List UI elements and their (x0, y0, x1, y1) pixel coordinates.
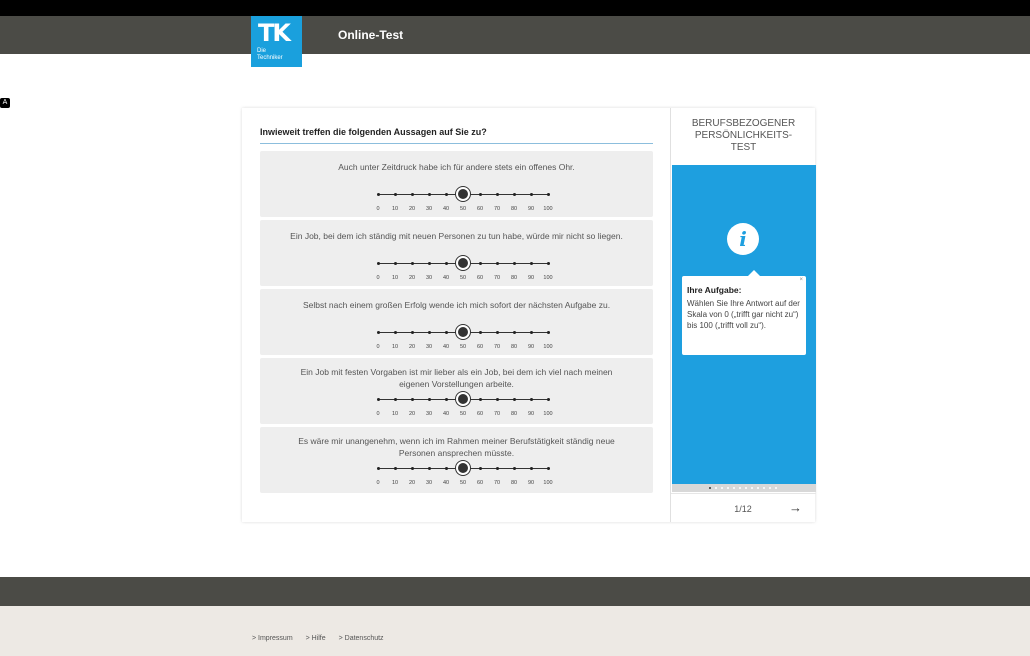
page-dot[interactable] (733, 487, 735, 489)
slider-step-dot[interactable] (547, 467, 550, 470)
question-title: Inwieweit treffen die folgenden Aussagen auf Sie zu? (260, 127, 487, 137)
test-card (242, 108, 815, 522)
statement-item (260, 289, 653, 355)
slider-step-dot[interactable] (530, 467, 533, 470)
slider-step-dot[interactable] (479, 331, 482, 334)
page-dot[interactable] (739, 487, 741, 489)
slider-tick-label: 10 (391, 206, 399, 212)
slider-step-dot[interactable] (513, 331, 516, 334)
slider-step-dot[interactable] (513, 467, 516, 470)
slider-step-dot[interactable] (513, 398, 516, 401)
slider-tick-label: 50 (459, 206, 467, 212)
slider-tick-label: 30 (425, 206, 433, 212)
slider-step-dot[interactable] (445, 467, 448, 470)
slider-handle[interactable] (456, 461, 470, 475)
tk-logo[interactable] (251, 16, 302, 67)
slider-tick-label: 60 (476, 411, 484, 417)
slider-step-dot[interactable] (428, 193, 431, 196)
slider-step-dot[interactable] (377, 262, 380, 265)
slider-tick-label: 90 (527, 344, 535, 350)
slider-tick-label: 60 (476, 275, 484, 281)
slider-handle[interactable] (456, 325, 470, 339)
side-badge[interactable]: A (0, 98, 10, 108)
slider-tick-label: 100 (543, 275, 553, 281)
slider-tick-label: 100 (543, 206, 553, 212)
slider-tick-label: 30 (425, 344, 433, 350)
test-name-line3: TEST (730, 142, 757, 153)
slider-tick-label: 60 (476, 480, 484, 486)
statement-text: Ein Job mit festen Vorgaben ist mir lieber als ein Job, bei dem ich viel nach meinen eigenen Vorstellungen arbeite. (300, 367, 613, 389)
logo-mark: TK (258, 19, 289, 47)
slider-tick-label: 20 (408, 344, 416, 350)
slider-tick-label: 30 (425, 480, 433, 486)
slider-tick-label: 40 (442, 480, 450, 486)
slider-step-dot[interactable] (411, 262, 414, 265)
slider-tick-label: 100 (543, 344, 553, 350)
statement-text: Es wäre mir unangenehm, wenn ich im Rahmen meiner Berufstätigkeit ständig neue Personen ansprechen müsste. (298, 436, 615, 458)
statement-item (260, 220, 653, 286)
slider-tick-label: 10 (391, 411, 399, 417)
statement-text: Auch unter Zeitdruck habe ich für andere stets ein offenes Ohr. (338, 162, 575, 172)
slider-step-dot[interactable] (479, 262, 482, 265)
slider-step-dot[interactable] (377, 467, 380, 470)
slider-step-dot[interactable] (513, 193, 516, 196)
slider-step-dot[interactable] (547, 193, 550, 196)
close-icon[interactable]: × (799, 277, 803, 283)
statement-text: Selbst nach einem großen Erfolg wende ich mich sofort der nächsten Aufgabe zu. (302, 300, 611, 310)
slider-tick-label: 60 (476, 344, 484, 350)
slider-tick-label: 0 (376, 206, 380, 212)
page-dot[interactable] (721, 487, 723, 489)
slider-tick-label: 90 (527, 206, 535, 212)
slider-tick-label: 40 (442, 275, 450, 281)
slider-step-dot[interactable] (411, 193, 414, 196)
page-counter: 1/12 (734, 504, 752, 514)
slider-step-dot[interactable] (530, 398, 533, 401)
slider-tick-label: 60 (476, 206, 484, 212)
slider-step-dot[interactable] (394, 331, 397, 334)
slider-step-dot[interactable] (428, 331, 431, 334)
slider-step-dot[interactable] (428, 398, 431, 401)
statement-item (260, 427, 653, 493)
slider-handle[interactable] (456, 392, 470, 406)
statement-text: Ein Job, bei dem ich ständig mit neuen Personen zu tun habe, würde mir nicht so liegen. (290, 231, 623, 241)
slider-step-dot[interactable] (530, 331, 533, 334)
slider-tick-label: 70 (493, 411, 501, 417)
slider-tick-label: 80 (510, 206, 518, 212)
slider-tick-label: 70 (493, 344, 501, 350)
slider-step-dot[interactable] (377, 398, 380, 401)
slider-handle[interactable] (456, 256, 470, 270)
slider-step-dot[interactable] (377, 331, 380, 334)
panel-divider (671, 493, 816, 494)
slider-tick-label: 40 (442, 344, 450, 350)
slider-tick-label: 10 (391, 275, 399, 281)
page-title: Online-Test (338, 28, 404, 42)
slider-step-dot[interactable] (530, 262, 533, 265)
slider-step-dot[interactable] (411, 467, 414, 470)
tooltip-text: Wählen Sie Ihre Antwort auf der Skala von 0 („trifft gar nicht zu“) bis 100 („trifft voll zu“). (687, 299, 800, 330)
slider-tick-label: 70 (493, 206, 501, 212)
test-name-line2: PERSÖNLICHKEITS- (694, 130, 793, 141)
footer-bar (0, 577, 1030, 606)
question-divider (260, 143, 653, 144)
page-dot[interactable] (757, 487, 759, 489)
rating-slider[interactable] (368, 257, 558, 287)
test-name-line1: BERUFSBEZOGENER (691, 118, 796, 129)
slider-tick-label: 70 (493, 275, 501, 281)
info-icon[interactable]: i (727, 223, 759, 255)
slider-tick-label: 100 (543, 411, 553, 417)
slider-tick-label: 90 (527, 480, 535, 486)
page-dot[interactable] (745, 487, 747, 489)
statement-item (260, 151, 653, 217)
slider-step-dot[interactable] (479, 467, 482, 470)
slider-tick-label: 90 (527, 411, 535, 417)
slider-step-dot[interactable] (496, 262, 499, 265)
page-dot[interactable] (727, 487, 729, 489)
rating-slider[interactable] (368, 326, 558, 356)
slider-tick-label: 80 (510, 480, 518, 486)
slider-step-dot[interactable] (411, 398, 414, 401)
slider-tick-label: 20 (408, 206, 416, 212)
slider-tick-label: 50 (459, 275, 467, 281)
slider-tick-label: 20 (408, 411, 416, 417)
slider-step-dot[interactable] (411, 331, 414, 334)
logo-brand-line1: Die (257, 48, 267, 54)
slider-step-dot[interactable] (496, 193, 499, 196)
slider-step-dot[interactable] (445, 262, 448, 265)
slider-tick-label: 20 (408, 480, 416, 486)
slider-tick-label: 50 (459, 480, 467, 486)
info-panel (670, 108, 816, 522)
rating-slider[interactable] (368, 188, 558, 218)
rating-slider[interactable] (368, 462, 558, 492)
hilfe-link[interactable]: > Hilfe (305, 635, 326, 642)
top-black-strip (0, 0, 1030, 16)
page-dot[interactable] (763, 487, 765, 489)
slider-step-dot[interactable] (496, 467, 499, 470)
slider-tick-label: 50 (459, 411, 467, 417)
slider-step-dot[interactable] (428, 262, 431, 265)
logo-brand-line2: Techniker (257, 55, 283, 61)
slider-handle[interactable] (456, 187, 470, 201)
task-tooltip (682, 276, 806, 355)
header-bar (0, 16, 1030, 54)
footer-area (0, 606, 1030, 656)
impressum-link[interactable]: > Impressum (252, 635, 293, 642)
page-dot[interactable] (709, 487, 711, 489)
slider-step-dot[interactable] (547, 331, 550, 334)
slider-step-dot[interactable] (394, 262, 397, 265)
slider-step-dot[interactable] (394, 467, 397, 470)
slider-tick-label: 70 (493, 480, 501, 486)
slider-step-dot[interactable] (513, 262, 516, 265)
slider-tick-label: 80 (510, 411, 518, 417)
slider-tick-label: 80 (510, 344, 518, 350)
question-panel (242, 108, 670, 522)
slider-tick-label: 0 (376, 275, 380, 281)
page-dot[interactable] (769, 487, 771, 489)
slider-tick-label: 30 (425, 275, 433, 281)
slider-tick-label: 0 (376, 480, 380, 486)
page-indicator (672, 484, 816, 492)
slider-tick-label: 30 (425, 411, 433, 417)
slider-tick-label: 0 (376, 344, 380, 350)
next-arrow-icon[interactable]: → (789, 500, 802, 515)
slider-tick-label: 50 (459, 344, 467, 350)
slider-step-dot[interactable] (547, 262, 550, 265)
slider-step-dot[interactable] (530, 193, 533, 196)
slider-step-dot[interactable] (479, 398, 482, 401)
slider-step-dot[interactable] (377, 193, 380, 196)
tooltip-arrow (748, 270, 760, 276)
slider-tick-label: 100 (543, 480, 553, 486)
slider-tick-label: 0 (376, 411, 380, 417)
rating-slider[interactable] (368, 393, 558, 423)
info-area (672, 165, 816, 484)
slider-step-dot[interactable] (547, 398, 550, 401)
slider-step-dot[interactable] (394, 193, 397, 196)
slider-tick-label: 90 (527, 275, 535, 281)
slider-step-dot[interactable] (394, 398, 397, 401)
slider-step-dot[interactable] (479, 193, 482, 196)
statement-item (260, 358, 653, 424)
page-dot[interactable] (751, 487, 753, 489)
slider-tick-label: 10 (391, 344, 399, 350)
logo-brand-text (257, 48, 283, 62)
slider-tick-label: 20 (408, 275, 416, 281)
datenschutz-link[interactable]: > Datenschutz (338, 635, 384, 642)
slider-tick-label: 40 (442, 411, 450, 417)
page-dot[interactable] (715, 487, 717, 489)
slider-step-dot[interactable] (496, 331, 499, 334)
slider-tick-label: 40 (442, 206, 450, 212)
test-name (671, 118, 816, 154)
slider-tick-label: 10 (391, 480, 399, 486)
slider-step-dot[interactable] (445, 193, 448, 196)
slider-tick-label: 80 (510, 275, 518, 281)
slider-step-dot[interactable] (428, 467, 431, 470)
slider-step-dot[interactable] (445, 331, 448, 334)
footer-links (252, 635, 395, 642)
slider-step-dot[interactable] (445, 398, 448, 401)
page-dot[interactable] (775, 487, 777, 489)
tooltip-heading: Ihre Aufgabe: (687, 285, 742, 295)
slider-step-dot[interactable] (496, 398, 499, 401)
